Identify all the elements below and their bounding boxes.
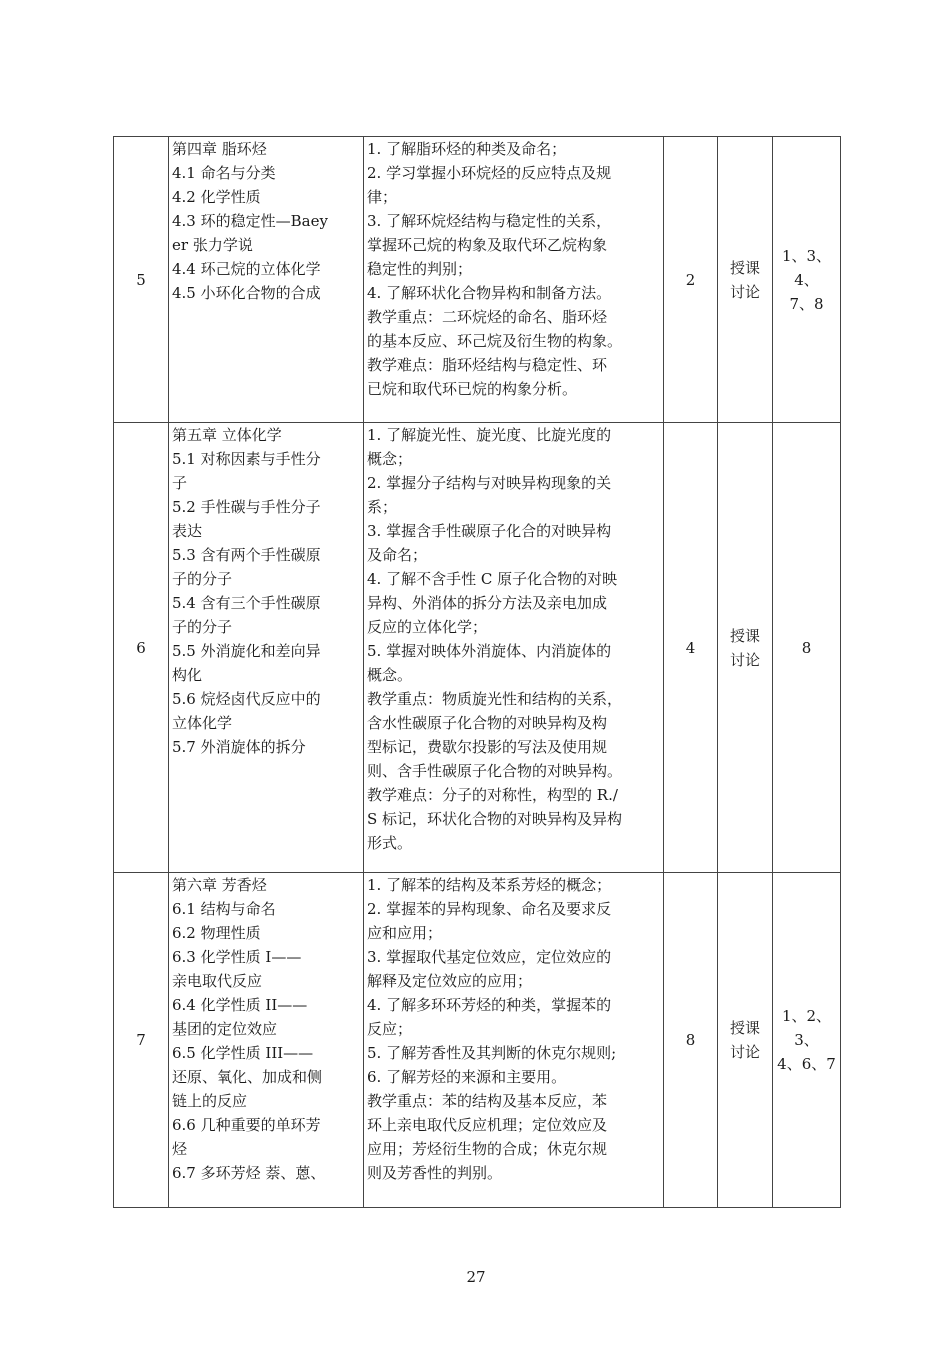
requirement-line: 异构、外消体的拆分方法及亲电加成 xyxy=(367,594,608,612)
target-line: 4、6、7 xyxy=(777,1055,836,1073)
method-line: 讨论 xyxy=(729,1043,760,1061)
topic-line: 5.7 外消旋体的拆分 xyxy=(172,738,306,756)
requirement-line: 2. 学习掌握小环烷烃的反应特点及规 xyxy=(367,164,612,182)
topic-line: 第六章 芳香烃 xyxy=(172,876,267,894)
requirement-line: 概念。 xyxy=(367,666,413,684)
teaching-method-cell xyxy=(718,137,773,423)
requirements-cell xyxy=(364,873,664,1208)
requirement-line: 型标记，费歇尔投影的写法及使用规 xyxy=(367,738,608,756)
topic-line: 5.2 手性碳与手性分子 xyxy=(172,498,321,516)
topic-line: 第五章 立体化学 xyxy=(172,426,282,444)
requirement-line: S 标记，环状化合物的对映异构及异构 xyxy=(367,810,623,828)
topic-line: 基团的定位效应 xyxy=(172,1020,278,1038)
requirements-cell xyxy=(364,423,664,873)
target-line: 1、2、3、 xyxy=(781,1007,832,1049)
topic-line: 还原、氧化、加成和侧 xyxy=(172,1068,323,1086)
topic-line: 6.2 物理性质 xyxy=(172,924,261,942)
requirement-line: 掌握环己烷的构象及取代环乙烷构象 xyxy=(367,236,608,254)
requirement-line: 应和应用； xyxy=(367,924,443,942)
requirement-line: 5. 了解芳香性及其判断的休克尔规则; xyxy=(367,1044,617,1062)
topic-line: 子 xyxy=(172,474,188,492)
course-targets-cell xyxy=(773,137,841,423)
topic-line: 链上的反应 xyxy=(172,1092,248,1110)
requirement-line: 5. 掌握对映体外消旋体、内消旋体的 xyxy=(367,642,612,660)
topic-line: 4.5 小环化合物的合成 xyxy=(172,284,321,302)
requirement-line: 则、含手性碳原子化合物的对映异构。 xyxy=(367,762,623,780)
method-line: 授课 xyxy=(729,258,760,277)
requirement-line: 3. 掌握含手性碳原子化合的对映异构 xyxy=(367,522,612,540)
course-targets-cell xyxy=(773,423,841,873)
target-line: 1、3、4、 xyxy=(781,246,832,289)
requirement-line: 1. 了解脂环烃的种类及命名； xyxy=(367,140,567,158)
requirement-line: 6. 了解芳烃的来源和主要用。 xyxy=(367,1068,567,1086)
table-row xyxy=(114,137,841,423)
requirement-line: 的基本反应、环己烷及衍生物的构象。 xyxy=(367,332,623,350)
method-line: 讨论 xyxy=(729,650,760,669)
requirement-line: 反应的立体化学； xyxy=(367,618,488,636)
requirement-line: 1. 了解旋光性、旋光度、比旋光度的 xyxy=(367,426,612,444)
requirement-line: 教学重点：苯的结构及基本反应，苯 xyxy=(367,1092,608,1110)
topic-line: 5.6 烷烃卤代反应中的 xyxy=(172,690,321,708)
requirement-line: 4. 了解多环环芳烃的种类，掌握苯的 xyxy=(367,996,612,1014)
requirement-line: 4. 了解不含手性 C 原子化合物的对映 xyxy=(367,570,618,588)
topic-line: 构化 xyxy=(172,666,203,684)
topic-line: 子的分子 xyxy=(172,618,233,636)
topic-line: 子的分子 xyxy=(172,570,233,588)
requirement-line: 1. 了解苯的结构及苯系芳烃的概念； xyxy=(367,876,612,894)
requirement-line: 则及芳香性的判别。 xyxy=(367,1164,503,1182)
requirement-line: 3. 掌握取代基定位效应，定位效应的 xyxy=(367,948,612,966)
topic-line: er 张力学说 xyxy=(172,236,253,254)
teaching-method-cell xyxy=(718,423,773,873)
topic-line: 4.4 环己烷的立体化学 xyxy=(172,260,321,278)
requirement-line: 形式。 xyxy=(367,834,413,852)
syllabus-table xyxy=(113,136,841,1208)
teaching-method-cell xyxy=(718,873,773,1208)
requirement-line: 教学难点：分子的对称性，构型的 R./ xyxy=(367,786,618,804)
topic-line: 5.3 含有两个手性碳原 xyxy=(172,546,321,564)
requirement-line: 律； xyxy=(367,188,398,206)
hours-cell xyxy=(664,423,718,873)
topic-line: 6.4 化学性质 II—— xyxy=(172,996,308,1014)
syllabus-table-body xyxy=(114,137,841,1208)
course-targets-cell xyxy=(773,873,841,1208)
requirement-line: 应用；芳烃衍生物的合成；休克尔规 xyxy=(367,1140,608,1158)
topic-line: 5.5 外消旋化和差向异 xyxy=(172,642,321,660)
requirement-line: 解释及定位效应的应用； xyxy=(367,972,533,990)
topic-line: 4.3 环的稳定性—Baey xyxy=(172,212,328,230)
topic-line: 6.3 化学性质 I—— xyxy=(172,948,302,966)
lesson-number: 7 xyxy=(136,1031,146,1049)
requirement-line: 稳定性的判别； xyxy=(367,260,473,278)
target-line: 7、8 xyxy=(789,294,824,313)
requirement-line: 系； xyxy=(367,498,398,516)
topic-line: 亲电取代反应 xyxy=(172,972,263,990)
topic-line: 表达 xyxy=(172,522,203,540)
hours-value: 2 xyxy=(685,270,696,289)
topic-line: 4.2 化学性质 xyxy=(172,188,261,206)
method-line: 授课 xyxy=(729,626,760,645)
requirement-line: 教学难点：脂环烃结构与稳定性、环 xyxy=(367,356,608,374)
requirement-line: 含水性碳原子化合物的对映异构及构 xyxy=(367,714,608,732)
table-row xyxy=(114,423,841,873)
requirement-line: 3. 了解环烷烃结构与稳定性的关系， xyxy=(367,212,612,230)
topic-line: 6.7 多环芳烃 萘、蒽、 xyxy=(172,1164,326,1182)
hours-cell xyxy=(664,873,718,1208)
topics-cell xyxy=(169,873,364,1208)
method-line: 授课 xyxy=(729,1019,760,1037)
topics-cell xyxy=(169,423,364,873)
requirement-line: 教学重点：二环烷烃的命名、脂环烃 xyxy=(367,308,608,326)
lesson-number: 6 xyxy=(136,638,146,657)
lesson-number: 5 xyxy=(136,270,146,289)
topic-line: 4.1 命名与分类 xyxy=(172,164,276,182)
hours-cell xyxy=(664,137,718,423)
method-line: 讨论 xyxy=(729,282,760,301)
topic-line: 5.1 对称因素与手性分 xyxy=(172,450,321,468)
requirement-line: 2. 掌握苯的异构现象、命名及要求反 xyxy=(367,900,612,918)
target-line: 8 xyxy=(801,638,812,657)
requirement-line: 4. 了解环状化合物异构和制备方法。 xyxy=(367,284,612,302)
lesson-number-cell xyxy=(114,137,169,423)
requirements-cell xyxy=(364,137,664,423)
topic-line: 6.5 化学性质 III—— xyxy=(172,1044,314,1062)
topics-cell xyxy=(169,137,364,423)
requirement-line: 已烷和取代环已烷的构象分析。 xyxy=(367,380,578,398)
requirement-line: 2. 掌握分子结构与对映异构现象的关 xyxy=(367,474,612,492)
requirement-line: 及命名； xyxy=(367,546,428,564)
topic-line: 6.1 结构与命名 xyxy=(172,900,276,918)
table-row xyxy=(114,873,841,1208)
requirement-line: 概念； xyxy=(367,450,413,468)
topic-line: 第四章 脂环烃 xyxy=(172,140,267,158)
topic-line: 6.6 几种重要的单环芳 xyxy=(172,1116,321,1134)
hours-value: 8 xyxy=(685,1031,696,1049)
requirement-line: 反应； xyxy=(367,1020,413,1038)
requirement-line: 教学重点：物质旋光性和结构的关系， xyxy=(367,690,623,708)
requirement-line: 环上亲电取代反应机理；定位效应及 xyxy=(367,1116,608,1134)
lesson-number-cell xyxy=(114,423,169,873)
page-number: 27 xyxy=(466,1268,486,1286)
topic-line: 5.4 含有三个手性碳原 xyxy=(172,594,321,612)
topic-line: 烃 xyxy=(172,1140,188,1158)
hours-value: 4 xyxy=(685,638,696,657)
lesson-number-cell xyxy=(114,873,169,1208)
topic-line: 立体化学 xyxy=(172,714,233,732)
